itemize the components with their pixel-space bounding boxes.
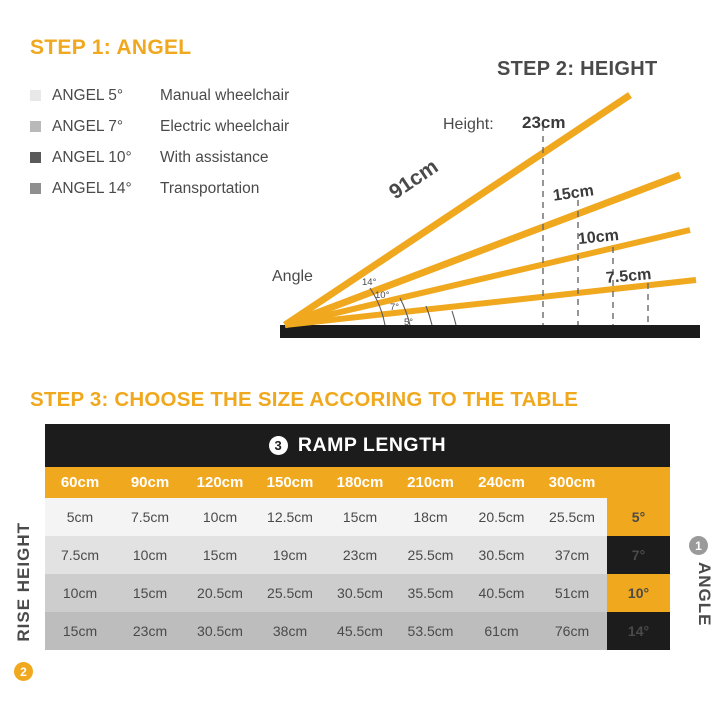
- step2-title: STEP 2: HEIGHT: [497, 58, 658, 80]
- table-row: [45, 574, 670, 612]
- height-label: Height:: [443, 116, 494, 133]
- table-cell-angle: 5°: [607, 498, 670, 536]
- angle-tick-7: 7°: [390, 302, 400, 313]
- ramp-length-table: [45, 467, 670, 650]
- rise-height-axis-label: RISE HEIGHT: [14, 522, 33, 642]
- table-cell: 10cm: [185, 498, 255, 536]
- table-cell: 7.5cm: [115, 498, 185, 536]
- legend-angle-label: ANGEL 14°: [52, 179, 132, 197]
- table-cell: 90cm: [115, 467, 185, 498]
- legend-angle-label: ANGEL 10°: [52, 148, 132, 166]
- table-cell: 76cm: [537, 612, 607, 650]
- table-cell: 23cm: [115, 612, 185, 650]
- badge-angle: 1: [689, 536, 708, 555]
- table-cell: 35.5cm: [395, 574, 466, 612]
- angle-tick-5: 5°: [404, 317, 414, 328]
- ray-label-10cm: 10cm: [577, 226, 620, 249]
- table-header: [45, 424, 670, 467]
- table-cell: 40.5cm: [466, 574, 537, 612]
- table-cell-angle: 7°: [607, 536, 670, 574]
- table-cell: 150cm: [255, 467, 325, 498]
- badge-rise-height: 2: [14, 662, 33, 681]
- table-cell: 180cm: [325, 467, 395, 498]
- table-cell: 5cm: [45, 498, 115, 536]
- legend-angle-label: ANGEL 7°: [52, 117, 124, 135]
- angle-axis-side-label: ANGLE: [695, 562, 714, 627]
- table-cell: 15cm: [45, 612, 115, 650]
- table-cell: 240cm: [466, 467, 537, 498]
- table-cell: 19cm: [255, 536, 325, 574]
- table-cell-corner: [607, 467, 670, 498]
- table-row: [45, 536, 670, 574]
- legend-desc-label: Manual wheelchair: [160, 86, 290, 104]
- table-cell: 25.5cm: [395, 536, 466, 574]
- table-cell-angle: 14°: [607, 612, 670, 650]
- table-header-label: RAMP LENGTH: [297, 434, 447, 456]
- step3-title: STEP 3: CHOOSE THE SIZE ACCORING TO THE TABLE: [30, 388, 579, 411]
- table-cell: 30.5cm: [325, 574, 395, 612]
- legend-swatch: [30, 183, 41, 194]
- table-cell: 120cm: [185, 467, 255, 498]
- angle-tick-10: 10°: [375, 290, 390, 301]
- table-cell: 30.5cm: [185, 612, 255, 650]
- table-cell: 300cm: [537, 467, 607, 498]
- table-cell: 12.5cm: [255, 498, 325, 536]
- angle-axis-label: Angle: [272, 268, 313, 285]
- ray-label-15cm: 15cm: [551, 182, 595, 205]
- legend-desc-label: Transportation: [160, 179, 260, 197]
- legend-desc-label: Electric wheelchair: [160, 117, 290, 135]
- angle-tick-14: 14°: [362, 277, 377, 288]
- height-value: 23cm: [522, 113, 566, 132]
- table-cell: 10cm: [115, 536, 185, 574]
- ray-label-7-5cm: 7.5cm: [605, 266, 652, 287]
- table-cell: 53.5cm: [395, 612, 466, 650]
- arc-5deg: [452, 311, 456, 325]
- table-cell: 25.5cm: [537, 498, 607, 536]
- table-cell: 61cm: [466, 612, 537, 650]
- legend-angle-label: ANGEL 5°: [52, 86, 124, 104]
- table-cell: 38cm: [255, 612, 325, 650]
- step1-title: STEP 1: ANGEL: [30, 36, 192, 59]
- table-cell: 15cm: [325, 498, 395, 536]
- legend-swatch: [30, 152, 41, 163]
- table-cell: 23cm: [325, 536, 395, 574]
- table-row: [45, 498, 670, 536]
- ground-bar: [280, 325, 700, 338]
- table-cell: 60cm: [45, 467, 115, 498]
- badge-ramp-length: 3: [269, 436, 288, 455]
- table-cell: 10cm: [45, 574, 115, 612]
- table-cell: 25.5cm: [255, 574, 325, 612]
- table-cell: 20.5cm: [466, 498, 537, 536]
- table-cell-angle: 10°: [607, 574, 670, 612]
- table-cell: 45.5cm: [325, 612, 395, 650]
- size-table: [45, 424, 670, 650]
- table-row-lengths: [45, 467, 670, 498]
- legend-swatch: [30, 121, 41, 132]
- legend-swatch: [30, 90, 41, 101]
- table-row: [45, 612, 670, 650]
- table-cell: 20.5cm: [185, 574, 255, 612]
- table-cell: 210cm: [395, 467, 466, 498]
- ramp-length-label: 91cm: [385, 154, 443, 205]
- table-cell: 51cm: [537, 574, 607, 612]
- table-cell: 18cm: [395, 498, 466, 536]
- table-cell: 37cm: [537, 536, 607, 574]
- table-cell: 7.5cm: [45, 536, 115, 574]
- table-cell: 15cm: [115, 574, 185, 612]
- legend-desc-label: With assistance: [160, 148, 269, 166]
- table-cell: 15cm: [185, 536, 255, 574]
- table-cell: 30.5cm: [466, 536, 537, 574]
